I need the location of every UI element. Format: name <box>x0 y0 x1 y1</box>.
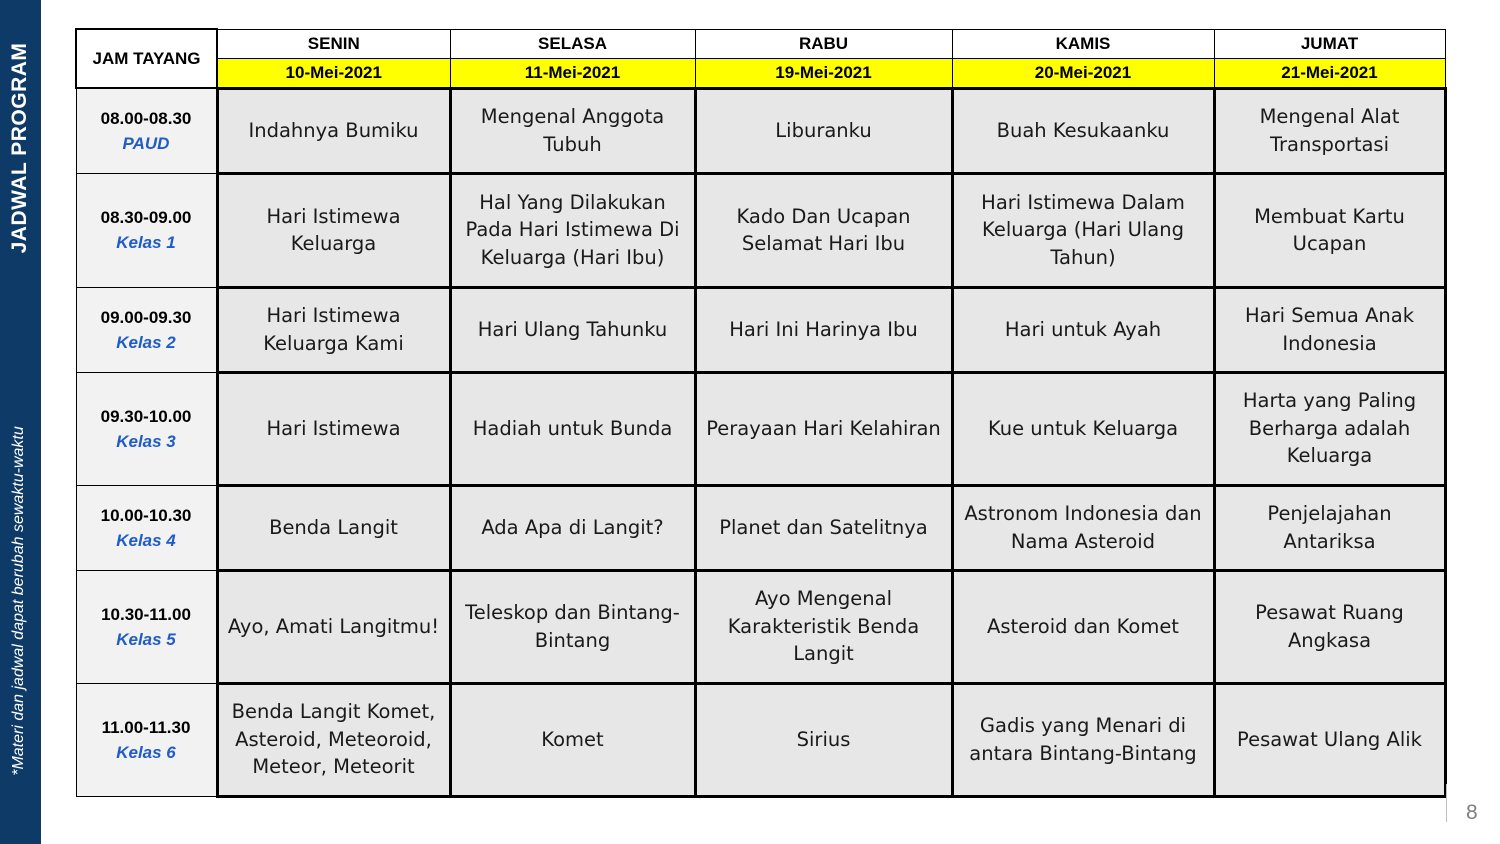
time-slot-cell <box>76 570 217 683</box>
schedule-row <box>76 570 1445 683</box>
program-cell: Hari untuk Ayah <box>952 287 1214 372</box>
class-label: Kelas 4 <box>116 530 176 550</box>
time-range: 09.00-09.30 <box>100 307 192 327</box>
program-cell: Hari Istimewa Keluarga Kami <box>217 287 450 372</box>
program-cell: Mengenal Alat Transportasi <box>1214 88 1445 173</box>
date-header-row <box>76 58 1445 88</box>
sidebar-note: *Materi dan jadwal dapat berubah sewaktu-waktu <box>10 426 27 776</box>
day-header: KAMIS <box>952 29 1214 58</box>
program-cell: Teleskop dan Bintang-Bintang <box>450 570 695 683</box>
date-header: 11-Mei-2021 <box>450 58 695 88</box>
class-label: Kelas 6 <box>116 742 176 762</box>
date-header: 21-Mei-2021 <box>1214 58 1445 88</box>
jam-tayang-header: JAM TAYANG <box>76 29 217 88</box>
schedule-row <box>76 683 1445 796</box>
date-header: 10-Mei-2021 <box>217 58 450 88</box>
time-slot-cell <box>76 683 217 796</box>
program-cell: Harta yang Paling Berharga adalah Keluarga <box>1214 372 1445 485</box>
page-number: 8 <box>1466 801 1478 824</box>
time-slot-cell <box>76 287 217 372</box>
program-cell: Hari Istimewa Dalam Keluarga (Hari Ulang Tahun) <box>952 173 1214 287</box>
program-cell: Membuat Kartu Ucapan <box>1214 173 1445 287</box>
schedule-row <box>76 485 1445 570</box>
schedule-row <box>76 372 1445 485</box>
program-cell: Sirius <box>695 683 952 796</box>
program-cell: Kue untuk Keluarga <box>952 372 1214 485</box>
time-slot-cell <box>76 485 217 570</box>
program-cell: Pesawat Ulang Alik <box>1214 683 1445 796</box>
program-cell: Benda Langit Komet, Asteroid, Meteoroid, Meteor, Meteorit <box>217 683 450 796</box>
day-header-row <box>76 29 1445 58</box>
program-cell: Astronom Indonesia dan Nama Asteroid <box>952 485 1214 570</box>
date-header: 19-Mei-2021 <box>695 58 952 88</box>
program-cell: Benda Langit <box>217 485 450 570</box>
time-range: 11.00-11.30 <box>101 717 191 737</box>
time-range: 10.00-10.30 <box>100 505 192 525</box>
program-cell: Penjelajahan Antariksa <box>1214 485 1445 570</box>
day-header: SELASA <box>450 29 695 58</box>
time-slot-cell <box>76 88 217 173</box>
program-cell: Asteroid dan Komet <box>952 570 1214 683</box>
program-cell: Planet dan Satelitnya <box>695 485 952 570</box>
program-cell: Komet <box>450 683 695 796</box>
day-header: SENIN <box>217 29 450 58</box>
program-cell: Gadis yang Menari di antara Bintang-Bintang <box>952 683 1214 796</box>
class-label: PAUD <box>122 133 170 153</box>
schedule-row <box>76 287 1445 372</box>
program-cell: Ayo Mengenal Karakteristik Benda Langit <box>695 570 952 683</box>
program-cell: Hari Ulang Tahunku <box>450 287 695 372</box>
program-cell: Hari Semua Anak Indonesia <box>1214 287 1445 372</box>
time-range: 09.30-10.00 <box>100 406 192 426</box>
schedule-table <box>75 28 1447 798</box>
schedule-row <box>76 173 1445 287</box>
page-number-divider <box>1446 784 1447 822</box>
time-slot-cell <box>76 173 217 287</box>
time-range: 08.00-08.30 <box>100 108 192 128</box>
date-header: 20-Mei-2021 <box>952 58 1214 88</box>
class-label: Kelas 1 <box>116 233 176 252</box>
program-cell: Indahnya Bumiku <box>217 88 450 173</box>
program-cell: Perayaan Hari Kelahiran <box>695 372 952 485</box>
program-cell: Hal Yang Dilakukan Pada Hari Istimewa Di Keluarga (Hari Ibu) <box>450 173 695 287</box>
program-cell: Kado Dan Ucapan Selamat Hari Ibu <box>695 173 952 287</box>
program-cell: Ayo, Amati Langitmu! <box>217 570 450 683</box>
day-header: JUMAT <box>1214 29 1445 58</box>
schedule-row <box>76 88 1445 173</box>
program-cell: Ada Apa di Langit? <box>450 485 695 570</box>
sidebar-title: JADWAL PROGRAM <box>8 42 31 254</box>
program-cell: Hari Ini Harinya Ibu <box>695 287 952 372</box>
program-cell: Hari Istimewa Keluarga <box>217 173 450 287</box>
class-label: Kelas 3 <box>116 431 176 451</box>
class-label: Kelas 5 <box>116 629 176 649</box>
program-cell: Hadiah untuk Bunda <box>450 372 695 485</box>
program-cell: Hari Istimewa <box>217 372 450 485</box>
sidebar-band <box>0 0 41 844</box>
time-slot-cell <box>76 372 217 485</box>
program-cell: Pesawat Ruang Angkasa <box>1214 570 1445 683</box>
program-cell: Mengenal Anggota Tubuh <box>450 88 695 173</box>
class-label: Kelas 2 <box>116 332 176 352</box>
time-range: 10.30-11.00 <box>101 604 191 624</box>
day-header: RABU <box>695 29 952 58</box>
time-range: 08.30-09.00 <box>100 208 192 227</box>
program-cell: Buah Kesukaanku <box>952 88 1214 173</box>
program-cell: Liburanku <box>695 88 952 173</box>
